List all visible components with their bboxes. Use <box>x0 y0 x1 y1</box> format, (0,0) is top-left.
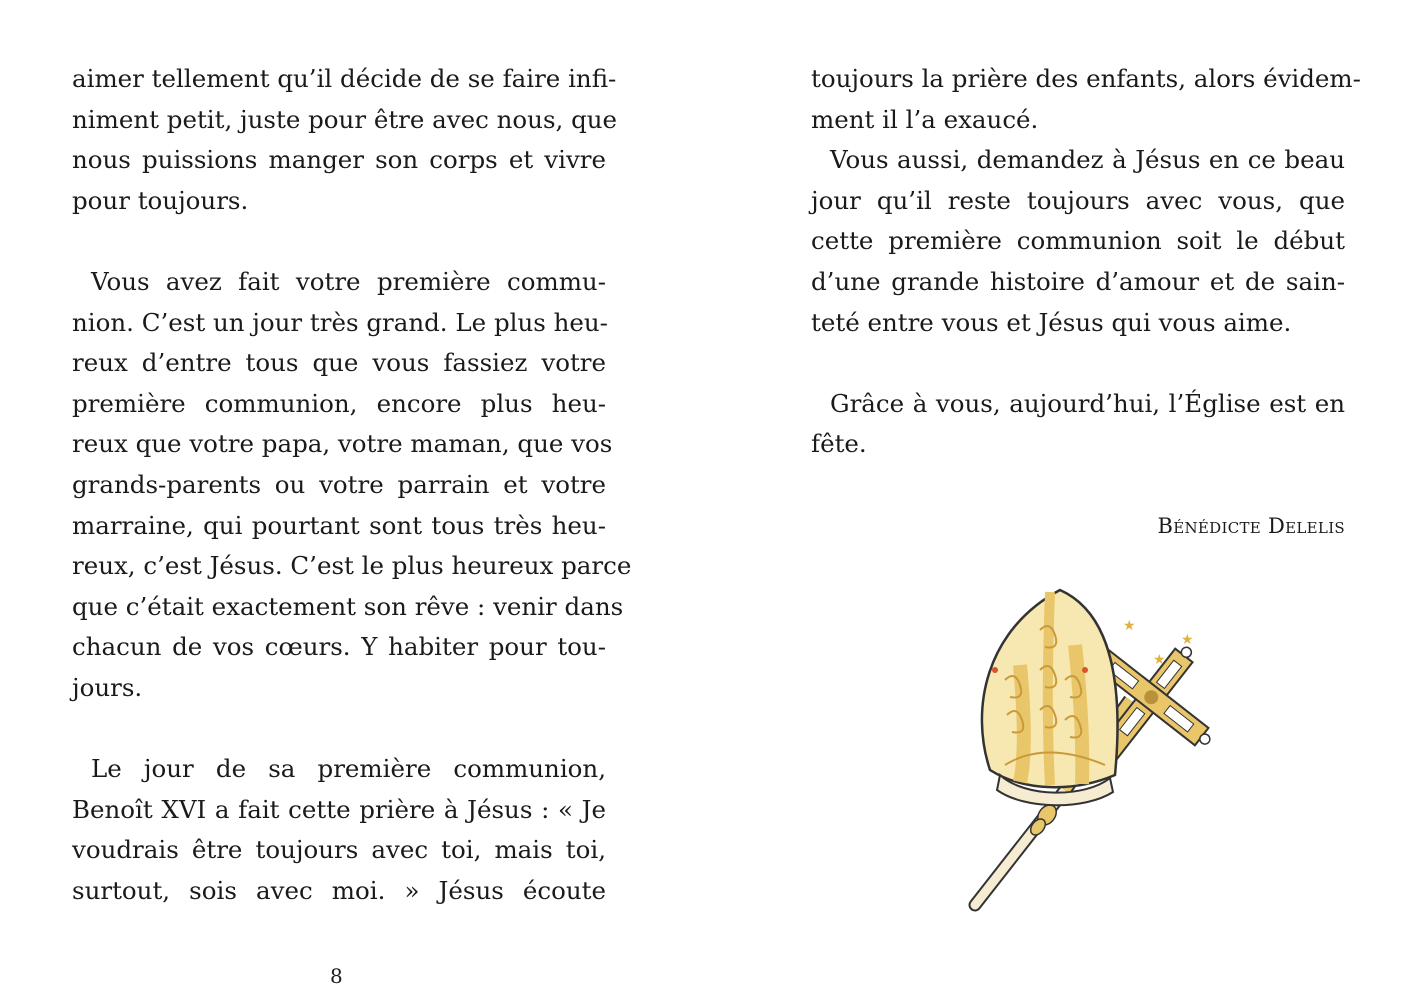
text-line: voudrais être toujours avec toi, mais toi, <box>72 835 606 864</box>
author-signature: Bénédicte Delelis <box>1157 514 1345 538</box>
text-line: fête. <box>811 429 867 458</box>
text-line: jours. <box>72 673 143 702</box>
text-line: jour qu’il reste toujours avec vous, que <box>811 186 1345 215</box>
text-line: première communion, encore plus heu- <box>72 389 606 418</box>
text-line: nous puissions manger son corps et vivre <box>72 145 606 174</box>
svg-text:★: ★ <box>1181 632 1194 648</box>
text-line: reux d’entre tous que vous fassiez votre <box>72 348 606 377</box>
svg-text:★: ★ <box>1123 618 1136 634</box>
svg-text:★: ★ <box>1153 652 1166 668</box>
text-line: aimer tellement qu’il décide de se faire infi- <box>72 64 617 93</box>
text-line: Benoît XVI a fait cette prière à Jésus : « Je <box>72 795 606 824</box>
text-line: Vous aussi, demandez à Jésus en ce beau <box>830 145 1345 174</box>
text-line: teté entre vous et Jésus qui vous aime. <box>811 308 1292 337</box>
page-number: 8 <box>330 964 343 988</box>
text-line: grands-parents ou votre parrain et votre <box>72 470 606 499</box>
text-line: nion. C’est un jour très grand. Le plus heu- <box>72 308 608 337</box>
text-line: que c’était exactement son rêve : venir dans <box>72 592 624 621</box>
right-page <box>703 0 1406 997</box>
mitre <box>982 590 1118 805</box>
text-line: d’une grande histoire d’amour et de sain- <box>811 267 1345 296</box>
text-line: surtout, sois avec moi. » Jésus écoute <box>72 876 606 905</box>
text-line: cette première communion soit le début <box>811 226 1345 255</box>
text-line: Le jour de sa première communion, <box>91 754 606 783</box>
text-line: pour toujours. <box>72 186 249 215</box>
text-line: toujours la prière des enfants, alors évidem- <box>811 64 1361 93</box>
text-line: chacun de vos cœurs. Y habiter pour tou- <box>72 632 606 661</box>
text-line: ment il l’a exaucé. <box>811 105 1039 134</box>
mitre-crosier-illustration <box>925 570 1245 915</box>
text-line: reux, c’est Jésus. C’est le plus heureux parce <box>72 551 632 580</box>
text-line: Grâce à vous, aujourd’hui, l’Église est en <box>830 389 1345 418</box>
text-line: niment petit, juste pour être avec nous, que <box>72 105 618 134</box>
text-line: marraine, qui pourtant sont tous très heu- <box>72 511 606 540</box>
text-line: reux que votre papa, votre maman, que vos <box>72 429 613 458</box>
text-line: Vous avez fait votre première commu- <box>91 267 606 296</box>
